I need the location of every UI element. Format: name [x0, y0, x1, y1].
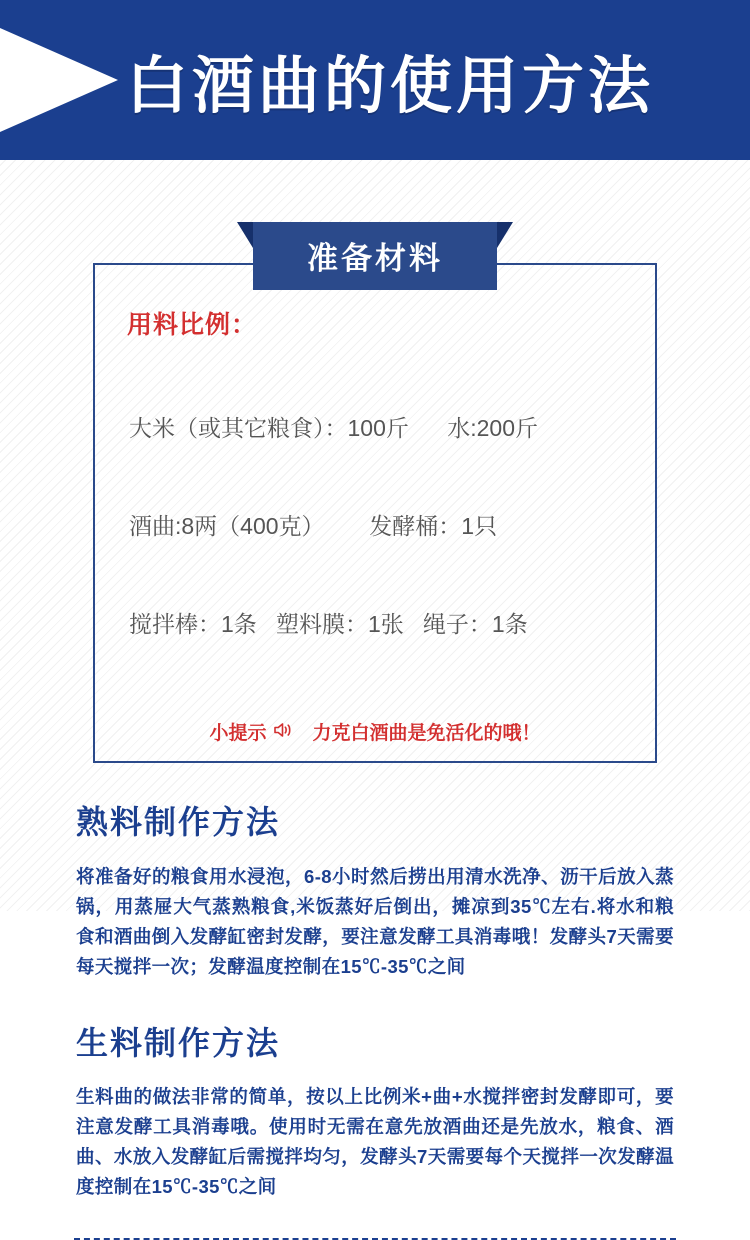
prepare-materials-box [93, 263, 657, 763]
section-body: 将准备好的粮食用水浸泡，6-8小时然后捞出用清水洗净、沥干后放入蒸锅，用蒸屉大气蒸熟粮食,米饭蒸好后倒出，摊凉到35℃左右.将水和粮食和酒曲倒入发酵缸密封发酵，要注意发酵工具消毒哦！发酵头7天需要每天搅拌一次；发酵温度控制在15℃-35℃之间 [76, 865, 674, 977]
page-title: 白酒曲的使用方法 [125, 51, 654, 121]
ratio-line: 搅拌棒：1条 塑料膜：1张 绳子：1条 [129, 611, 528, 638]
prepare-tab-wrapper [0, 222, 750, 290]
page-header [0, 0, 750, 160]
section-body: 生料曲的做法非常的简单，按以上比例米+曲+水搅拌密封发酵即可，要注意发酵工具消毒哦。使用时无需在意先放酒曲还是先放水，粮食、酒曲、水放入发酵缸后需搅拌均匀，发酵头7天需要每个天搅拌一次发酵温度控制在15℃-35℃之间 [76, 1086, 674, 1197]
section-title: 熟料制作方法 [76, 804, 281, 841]
ratio-title: 用料比例： [127, 311, 258, 339]
section-cooked-method [76, 797, 674, 981]
ratio-lines [129, 347, 641, 706]
section-title: 生料制作方法 [76, 1024, 281, 1061]
section-raw-method [76, 1018, 674, 1202]
prepare-materials-tab: 准备材料 [253, 222, 497, 290]
tip-text: 力克白酒曲是免活化的哦！ [312, 723, 541, 745]
ratio-line: 酒曲:8两（400克） 发酵桶：1只 [129, 513, 498, 540]
prepare-materials-section [0, 222, 750, 763]
speaker-icon [273, 721, 293, 743]
ratio-line: 大米（或其它粮食）：100斤 水:200斤 [129, 415, 538, 442]
tip-row [109, 718, 641, 745]
tip-label: 小提示 [209, 723, 267, 745]
